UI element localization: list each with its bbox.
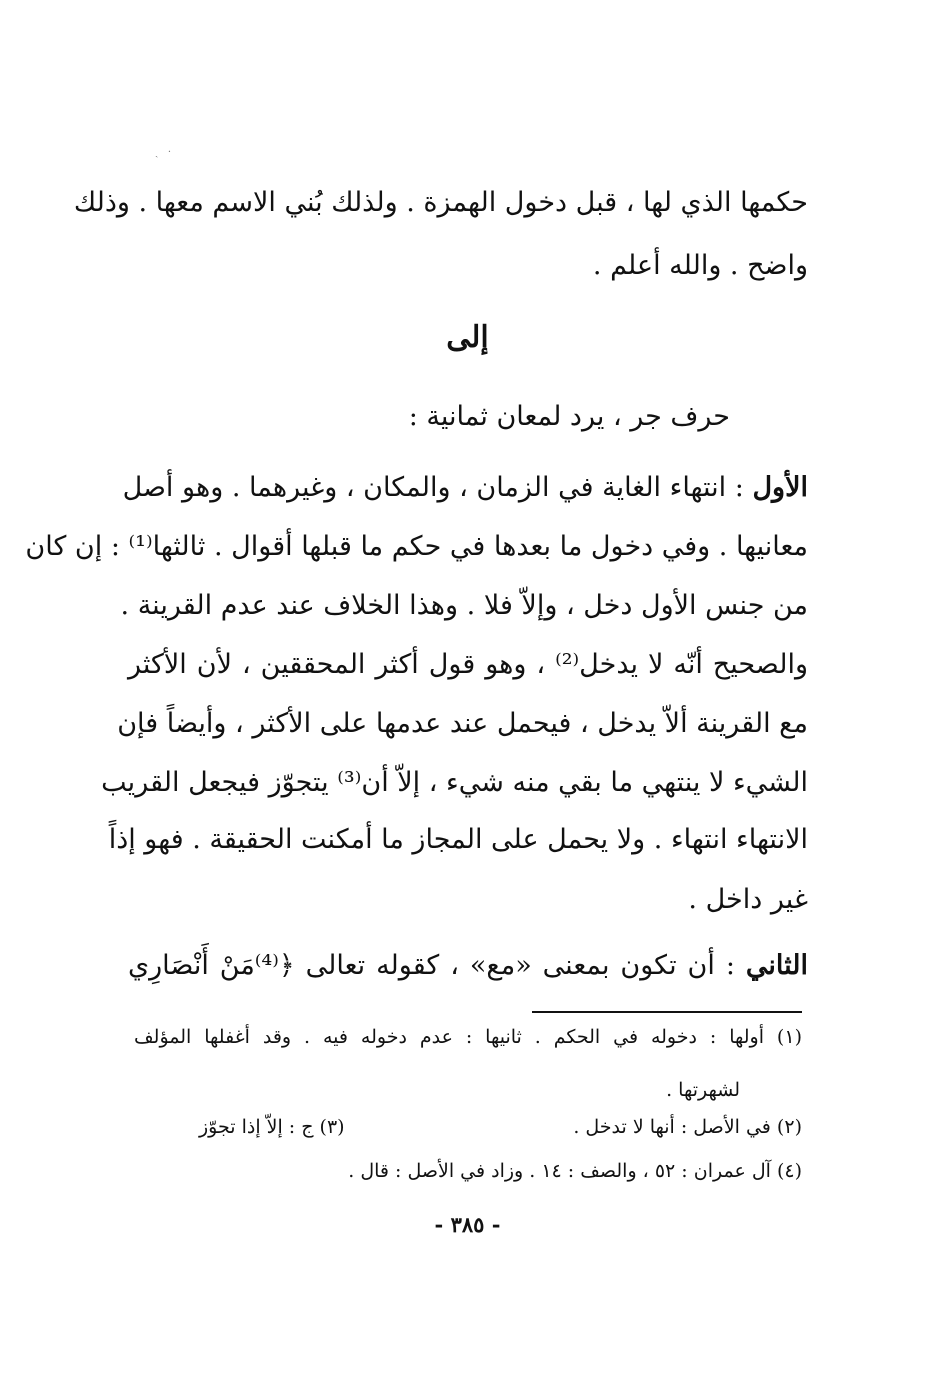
text-line bbox=[128, 946, 808, 986]
text-line: الشيء لا ينتهي ما بقي منه شيء ، إلاّ أن⁽³⁾ يتجوّز فيجعل القريب bbox=[101, 767, 808, 798]
text-line: والصحيح أنّه لا يدخل⁽²⁾ ، وهو قول أكثر المحققين ، لأن الأكثر bbox=[128, 649, 808, 680]
text-line: حكمها الذي لها ، قبل دخول الهمزة . ولذلك بُني الاسم معها . وذلك bbox=[73, 187, 808, 218]
meaning-label: الثاني bbox=[745, 950, 808, 981]
section-heading: إلى bbox=[446, 320, 489, 355]
footnote: (٣) ج : إلاّ إذا تجوّز bbox=[199, 1116, 345, 1138]
text-line bbox=[122, 468, 808, 508]
page-number: - ٣٨٥ - bbox=[434, 1212, 501, 1237]
text-line: غير داخل . bbox=[688, 884, 808, 915]
footnote-row bbox=[134, 1112, 802, 1142]
footnote: (٤) آل عمران : ٥٢ ، والصف : ١٤ . وزاد في الأصل : قال . bbox=[348, 1160, 802, 1182]
text-fragment: : انتهاء الغاية في الزمان ، والمكان ، وغيرهما . وهو أصل bbox=[122, 472, 753, 503]
footnote-continuation: لشهرتها . bbox=[666, 1079, 740, 1101]
footnote-divider bbox=[532, 1011, 802, 1013]
text-line: الانتهاء انتهاء . ولا يحمل على المجاز ما أمكنت الحقيقة . فهو إذاً bbox=[108, 824, 808, 855]
text-line: معانيها . وفي دخول ما بعدها في حكم ما قبلها أقوال . ثالثها⁽¹⁾ : إن كان bbox=[25, 531, 808, 562]
scan-speck: · ˏ bbox=[155, 147, 172, 158]
meaning-label: الأول bbox=[752, 472, 808, 503]
text-line: واضح . والله أعلم . bbox=[592, 250, 808, 281]
intro-line: حرف جر ، يرد لمعان ثمانية : bbox=[408, 401, 730, 432]
footnote: (٢) في الأصل : أنها لا تدخل . bbox=[573, 1116, 802, 1138]
text-line: من جنس الأول دخل ، وإلاّ فلا . وهذا الخلاف عند عدم القرينة . bbox=[120, 590, 808, 621]
text-fragment: : أن تكون بمعنى «مع» ، كقوله تعالى ﴿⁽⁴⁾مَنْ أَنْصَارِي bbox=[128, 950, 746, 981]
footnote: (١) أولها : دخوله في الحكم . ثانيها : عدم دخوله فيه . وقد أغفلها المؤلف bbox=[134, 1026, 802, 1048]
text-line: مع القرينة ألاّ يدخل ، فيحمل عند عدمها على الأكثر ، وأيضاً فإن bbox=[117, 708, 808, 739]
